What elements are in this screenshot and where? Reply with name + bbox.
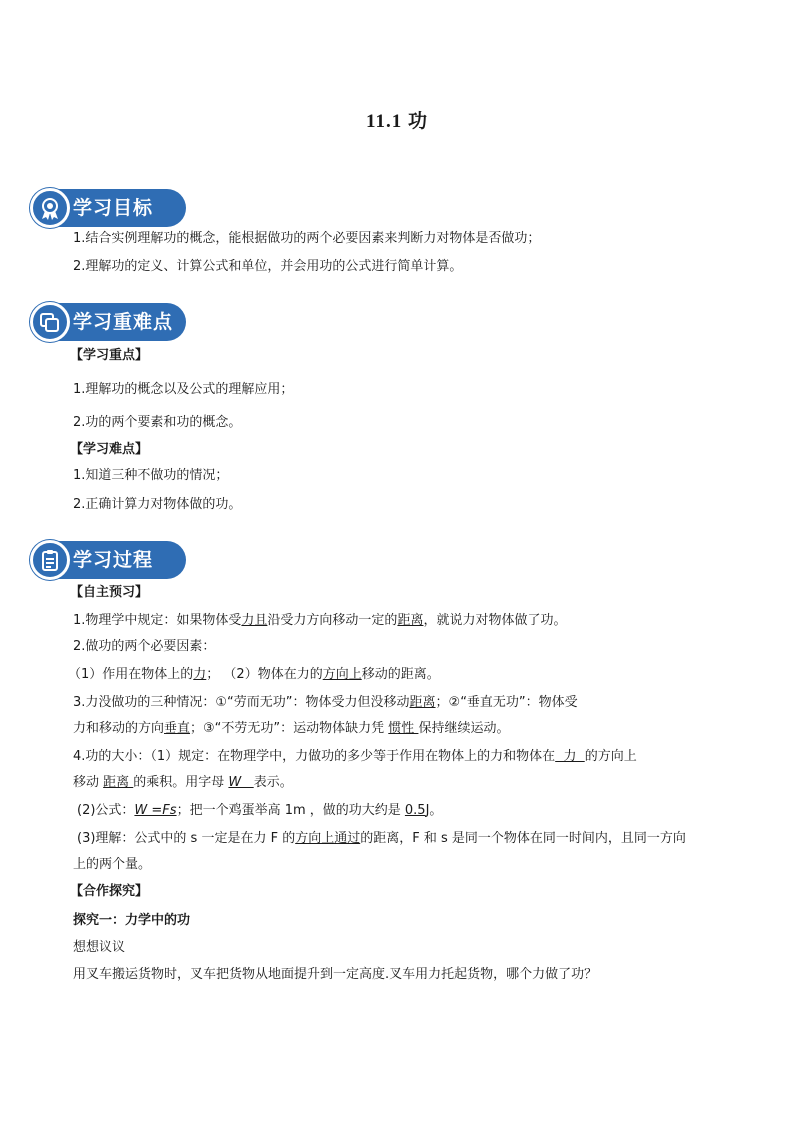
preview-line-3: 3.力没做功的三种情况：①“劳而无功”：物体受力但没移动距离；②“垂直无功”：物体受 <box>73 695 578 710</box>
section-heading: 学习目标 <box>73 197 154 219</box>
preview-label: 【自主预习】 <box>70 585 149 600</box>
preview-line-3b: 力和移动的方向垂直；③“不劳无功”：运动物体缺力凭 惯性 保持继续运动。 <box>73 721 510 736</box>
section-banner-process <box>30 540 186 580</box>
answer-blank: 距离 <box>103 775 134 790</box>
answer-blank: 距离 <box>397 613 424 628</box>
answer-blank: 方向上 <box>322 667 362 682</box>
coop-label: 【合作探究】 <box>70 884 149 899</box>
page-title: 11.1 功 <box>366 111 428 132</box>
answer-blank: W <box>228 775 254 790</box>
clipboard-icon <box>39 549 61 573</box>
preview-line-4b: 移动 距离 的乘积。用字母 W 表示。 <box>73 775 293 790</box>
difficulty-label: 【学习难点】 <box>70 442 149 457</box>
preview-line-5: (2)公式：W =Fs；把一个鸡蛋举高 1m ，做的功大约是 0.5J。 <box>77 803 443 818</box>
answer-blank: 力且 <box>241 613 268 628</box>
answer-blank: 垂直 <box>164 721 191 736</box>
focus-item: 2.功的两个要素和功的概念。 <box>73 415 242 430</box>
answer-blank: 距离 <box>409 695 436 710</box>
difficulty-item: 1.知道三种不做功的情况； <box>73 468 229 483</box>
focus-label: 【学习重点】 <box>70 348 149 363</box>
stack-icon <box>39 311 61 335</box>
award-icon <box>39 197 61 221</box>
objective-item: 1.结合实例理解功的概念，能根据做功的两个必要因素来判断力对物体是否做功； <box>73 231 541 246</box>
answer-blank: 方向上通过 <box>295 831 361 846</box>
think-label: 想想议议 <box>73 940 126 955</box>
section-banner-keypoints <box>30 302 186 342</box>
section-heading: 学习重难点 <box>73 311 174 333</box>
section-banner-objectives <box>30 188 186 228</box>
preview-line-6: (3)理解：公式中的 s 一定是在力 F 的方向上通过的距离，F 和 s 是同一个物体在同一时间内，且同一方向 <box>77 831 686 846</box>
objective-item: 2.理解功的定义、计算公式和单位，并会用功的公式进行简单计算。 <box>73 259 463 274</box>
answer-blank: 力 <box>193 667 207 682</box>
question-text: 用叉车搬运货物时，叉车把货物从地面提升到一定高度.叉车用力托起货物，哪个力做了功？ <box>73 967 598 982</box>
difficulty-item: 2.正确计算力对物体做的功。 <box>73 497 242 512</box>
answer-blank: 0.5 <box>404 803 426 818</box>
focus-item: 1.理解功的概念以及公式的理解应用； <box>73 382 294 397</box>
section-heading: 学习过程 <box>73 549 154 571</box>
preview-line-4: 4.功的大小：（1）规定：在物理学中，力做功的多少等于作用在物体上的力和物体在 力 的方向上 <box>73 749 637 764</box>
preview-line-2: 2.做功的两个必要因素： <box>73 639 216 654</box>
answer-blank: 力 <box>555 749 585 764</box>
preview-line-1: 1.物理学中规定：如果物体受力且沿受力方向移动一定的距离，就说力对物体做了功。 <box>73 613 567 628</box>
preview-line-6b: 上的两个量。 <box>73 857 152 872</box>
answer-blank: 惯性 <box>388 721 419 736</box>
answer-blank: W =Fs <box>134 803 177 818</box>
explore-heading: 探究一：力学中的功 <box>73 913 191 928</box>
preview-line-2a: （1）作用在物体上的力； （2）物体在力的方向上移动的距离。 <box>68 667 440 682</box>
